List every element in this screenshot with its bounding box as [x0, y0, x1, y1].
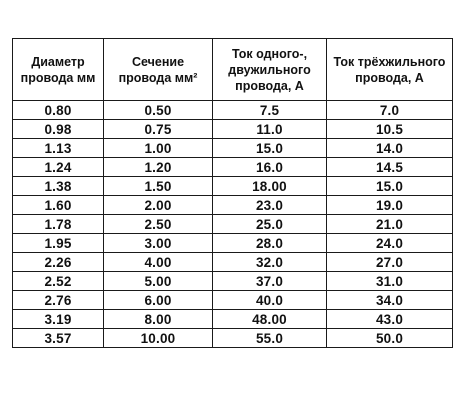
table-row	[13, 329, 453, 348]
cell-cross-section: 6.00	[104, 291, 213, 310]
cell-diameter: 2.52	[13, 272, 104, 291]
cell-cross-section: 4.00	[104, 253, 213, 272]
cell-current-triple: 14.0	[327, 139, 453, 158]
cell-cross-section: 10.00	[104, 329, 213, 348]
cell-diameter: 0.80	[13, 101, 104, 120]
cell-current-single-double: 11.0	[213, 120, 327, 139]
table-row	[13, 177, 453, 196]
cell-diameter: 3.19	[13, 310, 104, 329]
cell-cross-section: 2.50	[104, 215, 213, 234]
cell-diameter: 0.98	[13, 120, 104, 139]
cell-current-triple: 7.0	[327, 101, 453, 120]
cell-current-triple: 34.0	[327, 291, 453, 310]
cell-cross-section: 0.50	[104, 101, 213, 120]
cell-current-triple: 15.0	[327, 177, 453, 196]
cell-cross-section: 1.00	[104, 139, 213, 158]
cell-diameter: 1.60	[13, 196, 104, 215]
table-row	[13, 291, 453, 310]
cell-cross-section: 1.20	[104, 158, 213, 177]
cell-diameter: 1.24	[13, 158, 104, 177]
cell-cross-section: 3.00	[104, 234, 213, 253]
cell-current-triple: 50.0	[327, 329, 453, 348]
cell-current-single-double: 16.0	[213, 158, 327, 177]
table-row	[13, 120, 453, 139]
cell-cross-section: 2.00	[104, 196, 213, 215]
cell-current-triple: 24.0	[327, 234, 453, 253]
table-row	[13, 101, 453, 120]
cell-cross-section: 8.00	[104, 310, 213, 329]
cell-current-single-double: 48.00	[213, 310, 327, 329]
cell-diameter: 1.78	[13, 215, 104, 234]
cell-current-triple: 27.0	[327, 253, 453, 272]
table-row	[13, 196, 453, 215]
table-row	[13, 272, 453, 291]
cell-diameter: 2.76	[13, 291, 104, 310]
cell-current-single-double: 15.0	[213, 139, 327, 158]
cell-cross-section: 0.75	[104, 120, 213, 139]
table-row	[13, 310, 453, 329]
cell-current-single-double: 32.0	[213, 253, 327, 272]
cell-current-single-double: 40.0	[213, 291, 327, 310]
table-row	[13, 234, 453, 253]
cell-current-triple: 14.5	[327, 158, 453, 177]
header-row	[13, 39, 453, 101]
table-row	[13, 215, 453, 234]
cell-diameter: 2.26	[13, 253, 104, 272]
table-row	[13, 139, 453, 158]
cell-diameter: 1.38	[13, 177, 104, 196]
wire-current-table	[12, 38, 453, 348]
cell-diameter: 3.57	[13, 329, 104, 348]
cell-current-single-double: 28.0	[213, 234, 327, 253]
cell-current-triple: 31.0	[327, 272, 453, 291]
cell-current-single-double: 55.0	[213, 329, 327, 348]
cell-current-single-double: 23.0	[213, 196, 327, 215]
cell-diameter: 1.95	[13, 234, 104, 253]
table-header	[13, 39, 453, 101]
header-diameter: Диаметр провода мм	[13, 39, 104, 101]
cell-current-single-double: 25.0	[213, 215, 327, 234]
cell-current-single-double: 37.0	[213, 272, 327, 291]
header-cross-section: Сечение провода мм²	[104, 39, 213, 101]
table-body	[13, 101, 453, 348]
cell-current-triple: 19.0	[327, 196, 453, 215]
table-row	[13, 158, 453, 177]
header-current-triple: Ток трёхжильного провода, А	[327, 39, 453, 101]
cell-cross-section: 5.00	[104, 272, 213, 291]
header-current-single-double: Ток одного-, двужильного провода, А	[213, 39, 327, 101]
cell-cross-section: 1.50	[104, 177, 213, 196]
cell-current-single-double: 7.5	[213, 101, 327, 120]
cell-current-triple: 21.0	[327, 215, 453, 234]
cell-current-triple: 10.5	[327, 120, 453, 139]
cell-current-single-double: 18.00	[213, 177, 327, 196]
table-row	[13, 253, 453, 272]
cell-diameter: 1.13	[13, 139, 104, 158]
cell-current-triple: 43.0	[327, 310, 453, 329]
